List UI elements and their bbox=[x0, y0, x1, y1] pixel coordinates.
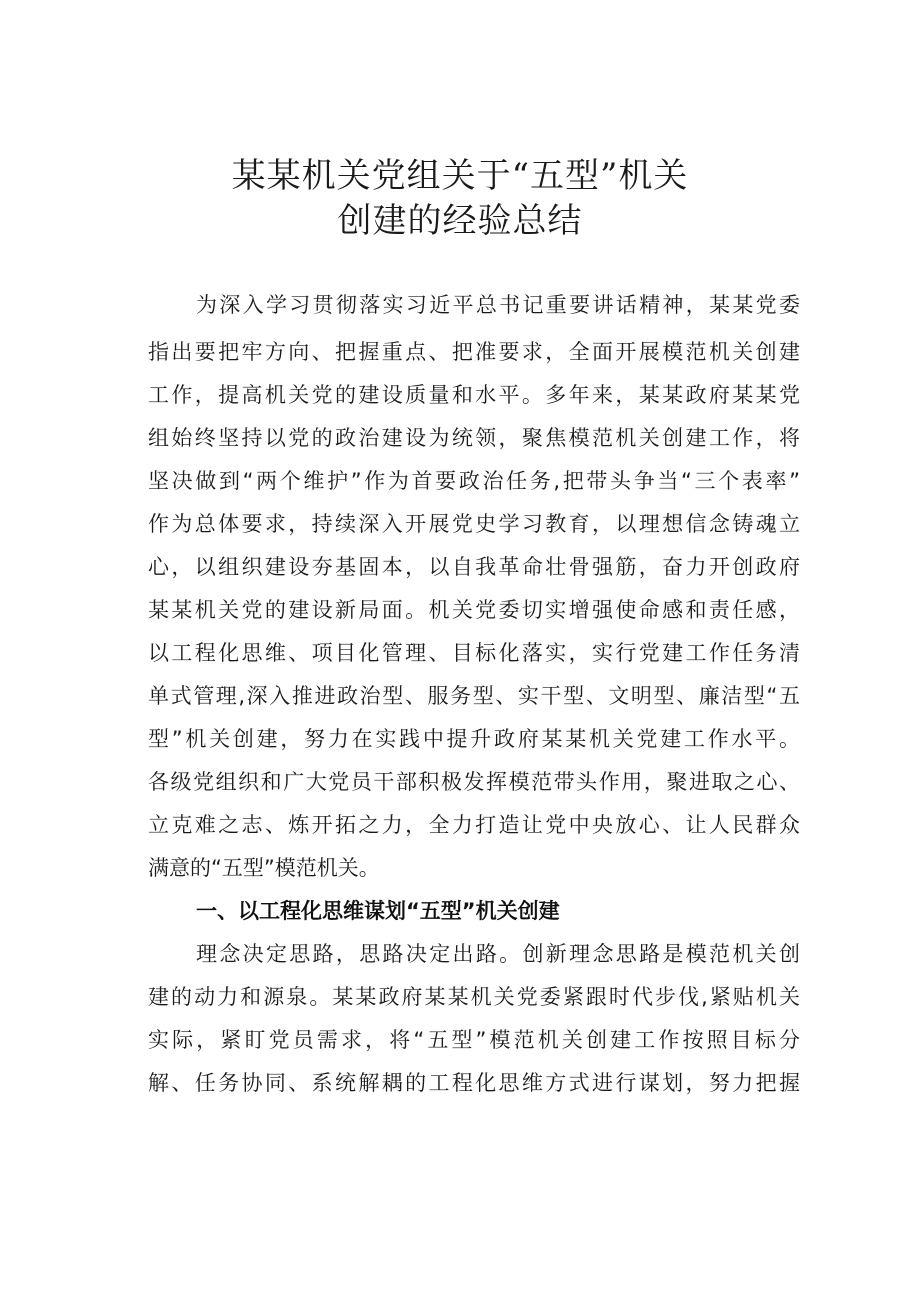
paragraph-1-line: 各级党组织和广大党员干部积极发挥模范带头作用，聚进取之心、 bbox=[148, 770, 800, 794]
paragraph-1-line: 坚决做到“两个维护”作为首要政治任务,把带头争当“三个表率” bbox=[148, 469, 800, 493]
document-title-line-1: 某某机关党组关于“五型”机关 bbox=[231, 156, 689, 196]
paragraph-2-line: 理念决定思路，思路决定出路。创新理念思路是模范机关创 bbox=[196, 942, 800, 966]
paragraph-1-line: 立克难之志、炼开拓之力，全力打造让党中央放心、让人民群众 bbox=[148, 813, 800, 837]
paragraph-1-line: 以工程化思维、项目化管理、目标化落实，实行党建工作任务清 bbox=[148, 641, 800, 665]
paragraph-1-line: 为深入学习贯彻落实习近平总书记重要讲话精神，某某党委 bbox=[196, 293, 800, 317]
paragraph-1-line: 某某机关党的建设新局面。机关党委切实增强使命感和责任感， bbox=[148, 598, 800, 622]
paragraph-2-line: 解、任务协同、系统解耦的工程化思维方式进行谋划，努力把握 bbox=[148, 1071, 800, 1095]
section-heading-1: 一、以工程化思维谋划“五型”机关创建 bbox=[196, 899, 560, 923]
document-title-line-2: 创建的经验总结 bbox=[337, 201, 583, 241]
paragraph-1-line: 作为总体要求，持续深入开展党史学习教育，以理想信念铸魂立 bbox=[148, 512, 800, 536]
paragraph-1-line: 满意的“五型”模范机关。 bbox=[148, 856, 380, 880]
paragraph-1-line: 组始终坚持以党的政治建设为统领，聚焦模范机关创建工作，将 bbox=[148, 426, 800, 450]
paragraph-2-line: 实际，紧盯党员需求，将“五型”模范机关创建工作按照目标分 bbox=[148, 1028, 800, 1052]
paragraph-1-line: 心，以组织建设夯基固本，以自我革命壮骨强筋，奋力开创政府 bbox=[148, 555, 800, 579]
paragraph-2-line: 建的动力和源泉。某某政府某某机关党委紧跟时代步伐,紧贴机关 bbox=[148, 985, 800, 1009]
paragraph-1-line: 单式管理,深入推进政治型、服务型、实干型、文明型、廉洁型“五 bbox=[148, 684, 800, 708]
paragraph-1-line: 型”机关创建，努力在实践中提升政府某某机关党建工作水平。 bbox=[148, 727, 800, 751]
paragraph-1-line: 工作，提高机关党的建设质量和水平。多年来，某某政府某某党 bbox=[148, 383, 800, 407]
paragraph-1-line: 指出要把牢方向、把握重点、把准要求，全面开展模范机关创建 bbox=[148, 340, 800, 364]
